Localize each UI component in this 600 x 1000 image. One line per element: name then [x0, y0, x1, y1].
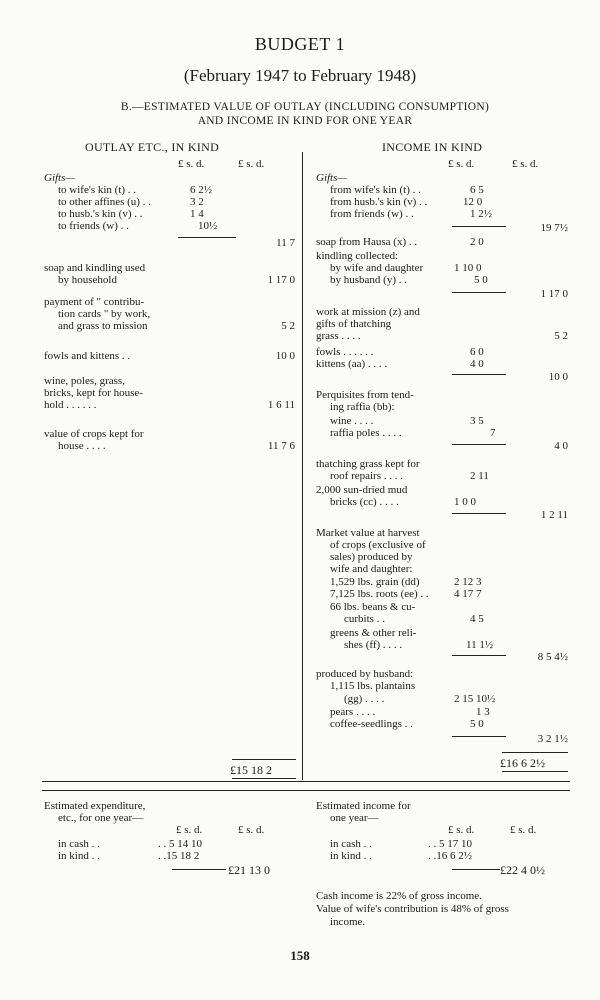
right-item-value: 7: [490, 427, 496, 439]
left-lsd-header: £ s. d.: [178, 158, 205, 170]
right-gift-row: from friends (w) . .: [330, 208, 414, 220]
section-heading-line1: B.—ESTIMATED VALUE OF OUTLAY (INCLUDING CONSUMPTION): [120, 101, 490, 113]
right-gifts-total: 19 7½: [540, 222, 568, 234]
summary-lsd-header: £ s. d.: [448, 824, 475, 836]
left-item-total: 11 7 6: [267, 440, 295, 452]
right-gift-row: from husb.'s kin (v) . .: [330, 196, 428, 208]
right-item-total: 10 0: [548, 371, 568, 383]
left-item-label: bricks, kept for house-: [44, 387, 143, 399]
summary-row-value: . . 5 17 10: [428, 838, 472, 850]
summary-label: Estimated income for: [316, 800, 411, 812]
total-rule: [502, 771, 568, 772]
summary-row-label: in kind . .: [58, 850, 100, 862]
right-item-value: 3 5: [470, 415, 484, 427]
summary-note: income.: [330, 916, 366, 928]
subtotal-rule: [172, 869, 226, 870]
right-item-label: of crops (exclusive of: [330, 539, 426, 551]
right-item-label: soap from Hausa (x) . .: [316, 236, 418, 248]
left-column-heading: OUTLAY ETC., IN KIND: [85, 140, 220, 154]
subtotal-rule: [452, 292, 506, 293]
right-lsd-header-2: £ s. d.: [512, 158, 539, 170]
section-heading: [70, 100, 540, 128]
income-total: £22 4 0½: [500, 863, 545, 877]
right-gift-value: 1 2½: [470, 208, 492, 220]
right-item-label: (gg) . . . .: [344, 693, 385, 705]
right-item-value: 5 0: [474, 274, 488, 286]
summary-note: Cash income is 22% of gross income.: [316, 890, 482, 902]
left-lsd-header-2: £ s. d.: [238, 158, 265, 170]
section-divider: [42, 790, 570, 791]
expenditure-total: £21 13 0: [228, 863, 270, 877]
section-divider: [42, 781, 570, 782]
right-item-value: 6 0: [470, 346, 484, 358]
summary-lsd-header: £ s. d.: [176, 824, 203, 836]
summary-row-value: . .15 18 2: [158, 850, 200, 862]
right-item-label: sales) produced by: [330, 551, 413, 563]
summary-row-label: in cash . .: [330, 838, 372, 850]
right-item-value: 4 0: [470, 358, 484, 370]
right-item-label: roof repairs . . . .: [330, 470, 404, 482]
left-item-label: by household: [58, 274, 117, 286]
right-item-label: work at mission (z) and: [316, 306, 420, 318]
right-item-value: 5 0: [470, 718, 484, 730]
right-item-total: 5 2: [554, 330, 568, 342]
right-item-value: 2 0: [470, 236, 484, 248]
right-item-label: fowls . . . . . .: [316, 346, 374, 358]
right-item-label: kittens (aa) . . . .: [316, 358, 388, 370]
right-item-total: 4 0: [554, 440, 568, 452]
right-item-label: pears . . . .: [330, 706, 376, 718]
right-item-value: 1 3: [476, 706, 490, 718]
right-item-total: 1 17 0: [540, 288, 568, 300]
right-item-value: 1 10 0: [454, 262, 482, 274]
summary-label: one year—: [330, 812, 379, 824]
summary-note: Value of wife's contribution is 48% of gross: [316, 903, 509, 915]
page-number: 158: [290, 948, 310, 963]
right-item-value: 11 1½: [466, 639, 494, 651]
right-item-value: 4 5: [470, 613, 484, 625]
left-gift-value: 1 4: [190, 208, 204, 220]
total-rule: [502, 752, 568, 753]
right-column-heading: INCOME IN KIND: [382, 140, 483, 154]
subtotal-rule: [452, 444, 506, 445]
total-rule: [232, 759, 296, 760]
left-item-total: 1 17 0: [267, 274, 295, 286]
right-gift-value: 12 0: [463, 196, 483, 208]
left-gift-row: to wife's kin (t) . .: [58, 184, 137, 196]
right-item-label: 1,115 lbs. plantains: [330, 680, 416, 692]
subtotal-rule: [178, 237, 236, 238]
subtotal-rule: [452, 374, 506, 375]
right-item-total: 3 2 1½: [537, 733, 568, 745]
right-item-label: kindling collected:: [316, 250, 399, 262]
right-item-label: thatching grass kept for: [316, 458, 420, 470]
left-item-label: wine, poles, grass,: [44, 375, 125, 387]
left-item-label: house . . . .: [58, 440, 106, 452]
right-item-label: curbits . .: [344, 613, 385, 625]
summary-label: Estimated expenditure,: [44, 800, 146, 812]
right-item-label: by husband (y) . .: [330, 274, 407, 286]
right-grand-total: £16 6 2½: [500, 756, 545, 770]
right-gift-value: 6 5: [470, 184, 484, 196]
right-item-value: 4 17 7: [454, 588, 482, 600]
left-item-total: 1 6 11: [267, 399, 295, 411]
summary-lsd-header-2: £ s. d.: [238, 824, 265, 836]
right-item-total: 8 5 4½: [537, 651, 568, 663]
right-item-label: wine . . . .: [330, 415, 374, 427]
summary-lsd-header-2: £ s. d.: [510, 824, 537, 836]
left-gift-value: 3 2: [190, 196, 204, 208]
right-item-total: 1 2 11: [540, 509, 568, 521]
left-item-total: 5 2: [281, 320, 295, 332]
left-item-label: tion cards " by work,: [58, 308, 151, 320]
summary-row-label: in kind . .: [330, 850, 372, 862]
summary-row-label: in cash . .: [58, 838, 100, 850]
right-item-label: raffia poles . . . .: [330, 427, 402, 439]
right-gift-row: from wife's kin (t) . .: [330, 184, 421, 196]
right-item-value: 2 11: [470, 470, 489, 482]
column-divider: [302, 152, 303, 780]
left-gift-row: to other affines (u) . .: [58, 196, 151, 208]
subtotal-rule: [452, 655, 506, 656]
right-item-label: by wife and daughter: [330, 262, 424, 274]
left-item-label: payment of " contribu-: [44, 296, 145, 308]
left-gift-row: to friends (w) . .: [58, 220, 129, 232]
left-grand-total: £15 18 2: [230, 763, 272, 777]
right-item-label: grass . . . .: [316, 330, 361, 342]
left-gifts-label: Gifts—: [44, 172, 76, 184]
right-item-value: 1 0 0: [454, 496, 476, 508]
summary-row-value: . .16 6 2½: [428, 850, 472, 862]
right-item-label: ing raffia (bb):: [330, 401, 395, 413]
right-item-label: greens & other reli-: [330, 627, 417, 639]
subtotal-rule: [452, 869, 500, 870]
right-item-value: 2 12 3: [454, 576, 482, 588]
left-gifts-total: 11 7: [276, 237, 295, 249]
left-item-label: and grass to mission: [58, 320, 148, 332]
right-item-label: 7,125 lbs. roots (ee) . .: [330, 588, 429, 600]
right-item-label: wife and daughter:: [330, 563, 413, 575]
left-gift-value: 6 2½: [190, 184, 212, 196]
right-item-label: Market value at harvest: [316, 527, 420, 539]
summary-row-value: . . 5 14 10: [158, 838, 202, 850]
left-item-label: hold . . . . . .: [44, 399, 97, 411]
right-item-label: shes (ff) . . . .: [344, 639, 403, 651]
page-title: BUDGET 1: [254, 34, 346, 54]
right-lsd-header: £ s. d.: [448, 158, 475, 170]
right-item-label: bricks (cc) . . . .: [330, 496, 399, 508]
total-rule: [232, 778, 296, 779]
right-item-label: Perquisites from tend-: [316, 389, 414, 401]
right-item-value: 2 15 10½: [454, 693, 496, 705]
section-heading-line2: AND INCOME IN KIND FOR ONE YEAR: [197, 115, 413, 127]
right-item-label: 2,000 sun-dried mud: [316, 484, 408, 496]
right-item-label: 66 lbs. beans & cu-: [330, 601, 416, 613]
right-gifts-label: Gifts—: [316, 172, 348, 184]
right-item-label: coffee-seedlings . .: [330, 718, 413, 730]
right-item-label: produced by husband:: [316, 668, 414, 680]
left-item-total: 10 0: [275, 350, 295, 362]
left-item-label: value of crops kept for: [44, 428, 144, 440]
left-item-label: soap and kindling used: [44, 262, 146, 274]
right-item-label: gifts of thatching: [316, 318, 392, 330]
left-gift-value: 10½: [198, 220, 218, 232]
left-item-label: fowls and kittens . .: [44, 350, 131, 362]
summary-label: etc., for one year—: [58, 812, 144, 824]
subtotal-rule: [452, 736, 506, 737]
right-item-label: 1,529 lbs. grain (dd): [330, 576, 420, 588]
subtotal-rule: [452, 226, 506, 227]
subtotal-rule: [452, 513, 506, 514]
page-subtitle: (February 1947 to February 1948): [183, 66, 417, 85]
left-gift-row: to husb.'s kin (v) . .: [58, 208, 143, 220]
